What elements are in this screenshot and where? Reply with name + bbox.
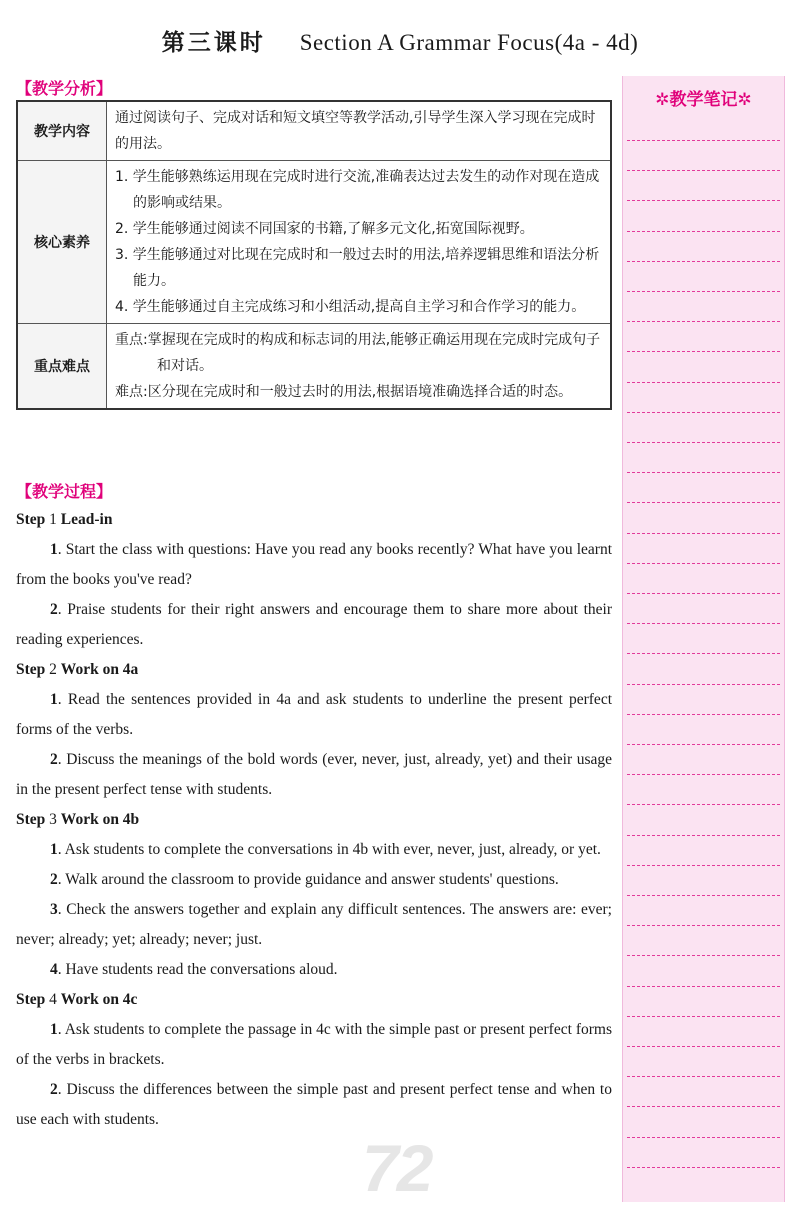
notes-rule: [627, 593, 780, 594]
notes-rule: [627, 744, 780, 745]
notes-rule: [627, 804, 780, 805]
notes-rule: [627, 986, 780, 987]
notes-rule: [627, 1106, 780, 1107]
notes-rule: [627, 140, 780, 141]
notes-rule: [627, 895, 780, 896]
step-item: 2. Discuss the differences between the simple past and present perfect tense and when to use each with students.: [16, 1081, 612, 1128]
notes-rule: [627, 351, 780, 352]
analysis-table: [16, 100, 612, 410]
notes-rule: [627, 623, 780, 624]
list-item: 重点:掌握现在完成时的构成和标志词的用法,能够正确运用现在完成时完成句子和对话。: [115, 332, 601, 374]
notes-rule: [627, 1016, 780, 1017]
notes-rule: [627, 382, 780, 383]
step-item: 2. Discuss the meanings of the bold words (ever, never, just, already, yet) and their usage in the present perfect tense with students.: [16, 751, 612, 798]
notes-rule: [627, 1137, 780, 1138]
notes-rule: [627, 684, 780, 685]
notes-rule: [627, 1167, 780, 1168]
step-item: 1. Read the sentences provided in 4a and ask students to underline the present perfect forms of the verbs.: [16, 691, 612, 738]
lesson-label: 第三课时: [161, 30, 266, 56]
notes-rule: [627, 291, 780, 292]
list-item: 难点:区分现在完成时和一般过去时的用法,根据语境准确选择合适的时态。: [115, 384, 573, 400]
process-label: 【教学过程】: [16, 482, 113, 501]
row-text: 通过阅读句子、完成对话和短文填空等教学活动,引导学生深入学习现在完成时的用法。: [115, 110, 596, 152]
notes-rule: [627, 653, 780, 654]
step-item: 1. Ask students to complete the passage in 4c with the simple past or present perfect forms of the verbs in brackets.: [16, 1021, 612, 1068]
step-item: 2. Walk around the classroom to provide guidance and answer students' questions.: [50, 871, 559, 888]
page-title: [0, 24, 800, 57]
row-body: [107, 101, 612, 161]
analysis-label: 【教学分析】: [16, 79, 113, 98]
notes-rule: [627, 261, 780, 262]
row-body: [107, 161, 612, 324]
process-content: [16, 505, 612, 1135]
step-item: 3. Check the answers together and explain any difficult sentences. The answers are: ever; never; already; yet; already; never; just.: [16, 901, 612, 948]
notes-rule: [627, 533, 780, 534]
row-head: 重点难点: [17, 324, 107, 410]
notes-rule: [627, 442, 780, 443]
notes-rule: [627, 865, 780, 866]
list-item: 3. 学生能够通过对比现在完成时和一般过去时的用法,培养逻辑思维和语法分析能力。: [115, 247, 600, 289]
step-heading: Step 4 Work on 4c: [16, 991, 138, 1008]
row-head: 教学内容: [17, 101, 107, 161]
notes-rule: [627, 502, 780, 503]
step-item: 2. Praise students for their right answers and encourage them to share more about their reading experiences.: [16, 601, 612, 648]
notes-rule: [627, 714, 780, 715]
list-item: 2. 学生能够通过阅读不同国家的书籍,了解多元文化,拓宽国际视野。: [115, 221, 534, 237]
notes-rule: [627, 412, 780, 413]
notes-rule: [627, 231, 780, 232]
notes-rule: [627, 1076, 780, 1077]
list-item: 4. 学生能够通过自主完成练习和小组活动,提高自主学习和合作学习的能力。: [115, 299, 586, 315]
notes-rule: [627, 170, 780, 171]
row-head: 核心素养: [17, 161, 107, 324]
notes-rule: [627, 955, 780, 956]
step-item: 1. Start the class with questions: Have you read any books recently? What have you learnt from the books you've read?: [16, 541, 612, 588]
notes-rule: [627, 321, 780, 322]
notes-rule: [627, 925, 780, 926]
step-heading: Step 2 Work on 4a: [16, 661, 139, 678]
notes-rule: [627, 200, 780, 201]
section-title: Section A Grammar Focus(4a - 4d): [299, 30, 639, 55]
notes-rule: [627, 563, 780, 564]
notes-title: ✲教学笔记✲: [655, 90, 752, 110]
step-item: 4. Have students read the conversations aloud.: [50, 961, 338, 978]
table-row: [17, 161, 611, 324]
table-row: [17, 101, 611, 161]
step-heading: Step 3 Work on 4b: [16, 811, 140, 828]
page-number: 72: [362, 1131, 432, 1205]
notes-rule: [627, 835, 780, 836]
step-item: 1. Ask students to complete the conversations in 4b with ever, never, just, already, or yet.: [50, 841, 601, 858]
step-heading: Step 1 Lead-in: [16, 511, 113, 528]
list-item: 1. 学生能够熟练运用现在完成时进行交流,准确表达过去发生的动作对现在造成的影响或结果。: [115, 169, 600, 211]
notes-column: [622, 76, 785, 1202]
table-row: [17, 324, 611, 410]
row-body: [107, 324, 612, 410]
notes-rule: [627, 1046, 780, 1047]
notes-rule: [627, 774, 780, 775]
notes-rule: [627, 472, 780, 473]
